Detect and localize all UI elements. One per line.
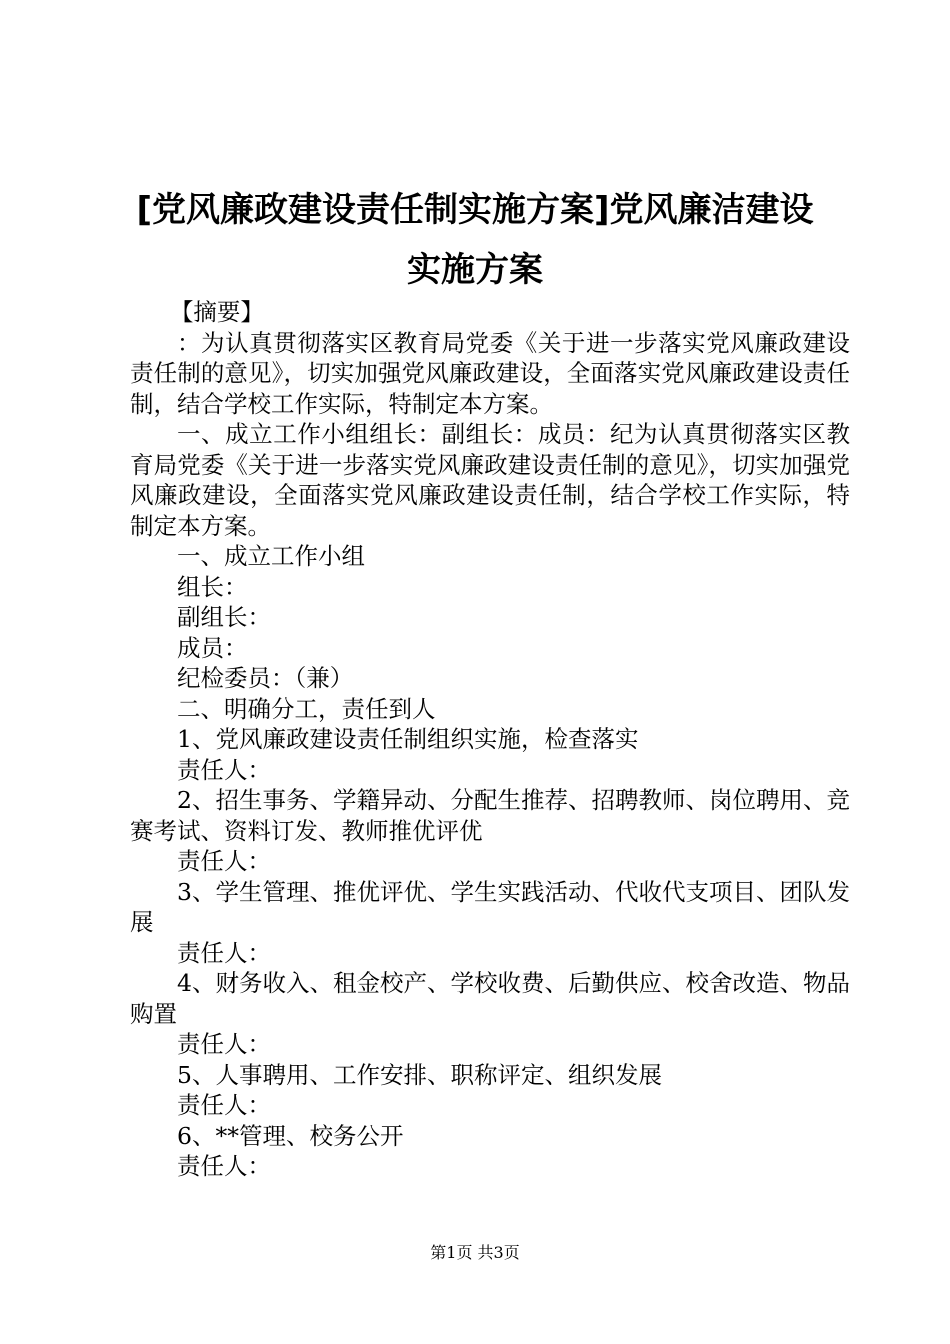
- paragraph: 成员：: [177, 633, 248, 662]
- document-title-line-1: [党风廉政建设责任制实施方案]党风廉洁建设: [136, 190, 814, 230]
- paragraph: 责任人：: [177, 1030, 271, 1058]
- paragraph: 责任人：: [177, 938, 271, 967]
- paragraph: 责任人：: [177, 1091, 271, 1119]
- paragraph: 责任人：: [177, 847, 271, 875]
- abstract-label: 【摘要】: [169, 298, 264, 326]
- paragraph: 责任人：: [177, 1152, 271, 1180]
- paragraph: 一、成立工作小组: [177, 542, 365, 570]
- document-body: [130, 297, 850, 1182]
- paragraph: 纪检委员：（兼）: [177, 664, 354, 692]
- paragraph: 6、**管理、校务公开: [177, 1121, 404, 1150]
- document-title-line-2: 实施方案: [407, 250, 543, 290]
- paragraph: 5、人事聘用、工作安排、职称评定、组织发展: [177, 1060, 662, 1089]
- paragraph: 组长：: [177, 572, 248, 601]
- page-footer: 第1页 共3页: [430, 1243, 520, 1262]
- paragraph: 二、明确分工，责任到人: [177, 694, 436, 723]
- paragraph: 1、党风廉政建设责任制组织实施，检查落实: [177, 725, 639, 753]
- paragraph: 2、招生事务、学籍异动、分配生推荐、招聘教师、岗位聘用、竞赛考试、资料订发、教师推优评优: [130, 786, 850, 845]
- paragraph: 3、学生管理、推优评优、学生实践活动、代收代支项目、团队发展: [130, 877, 850, 936]
- paragraph: 4、财务收入、租金校产、学校收费、后勤供应、校舍改造、物品购置: [130, 969, 850, 1028]
- paragraph: 一、成立工作小组组长：副组长：成员：纪为认真贯彻落实区教育局党委《关于进一步落实党风廉政建设责任制的意见》，切实加强党风廉政建设，全面落实党风廉政建设责任制，结合学校工作实际，特制定本方案。: [130, 420, 850, 540]
- paragraph: 副组长：: [177, 603, 271, 631]
- paragraph: 责任人：: [177, 755, 271, 784]
- paragraph: ：为认真贯彻落实区教育局党委《关于进一步落实党风廉政建设责任制的意见》，切实加强党风廉政建设，全面落实党风廉政建设责任制，结合学校工作实际，特制定本方案。: [130, 328, 850, 418]
